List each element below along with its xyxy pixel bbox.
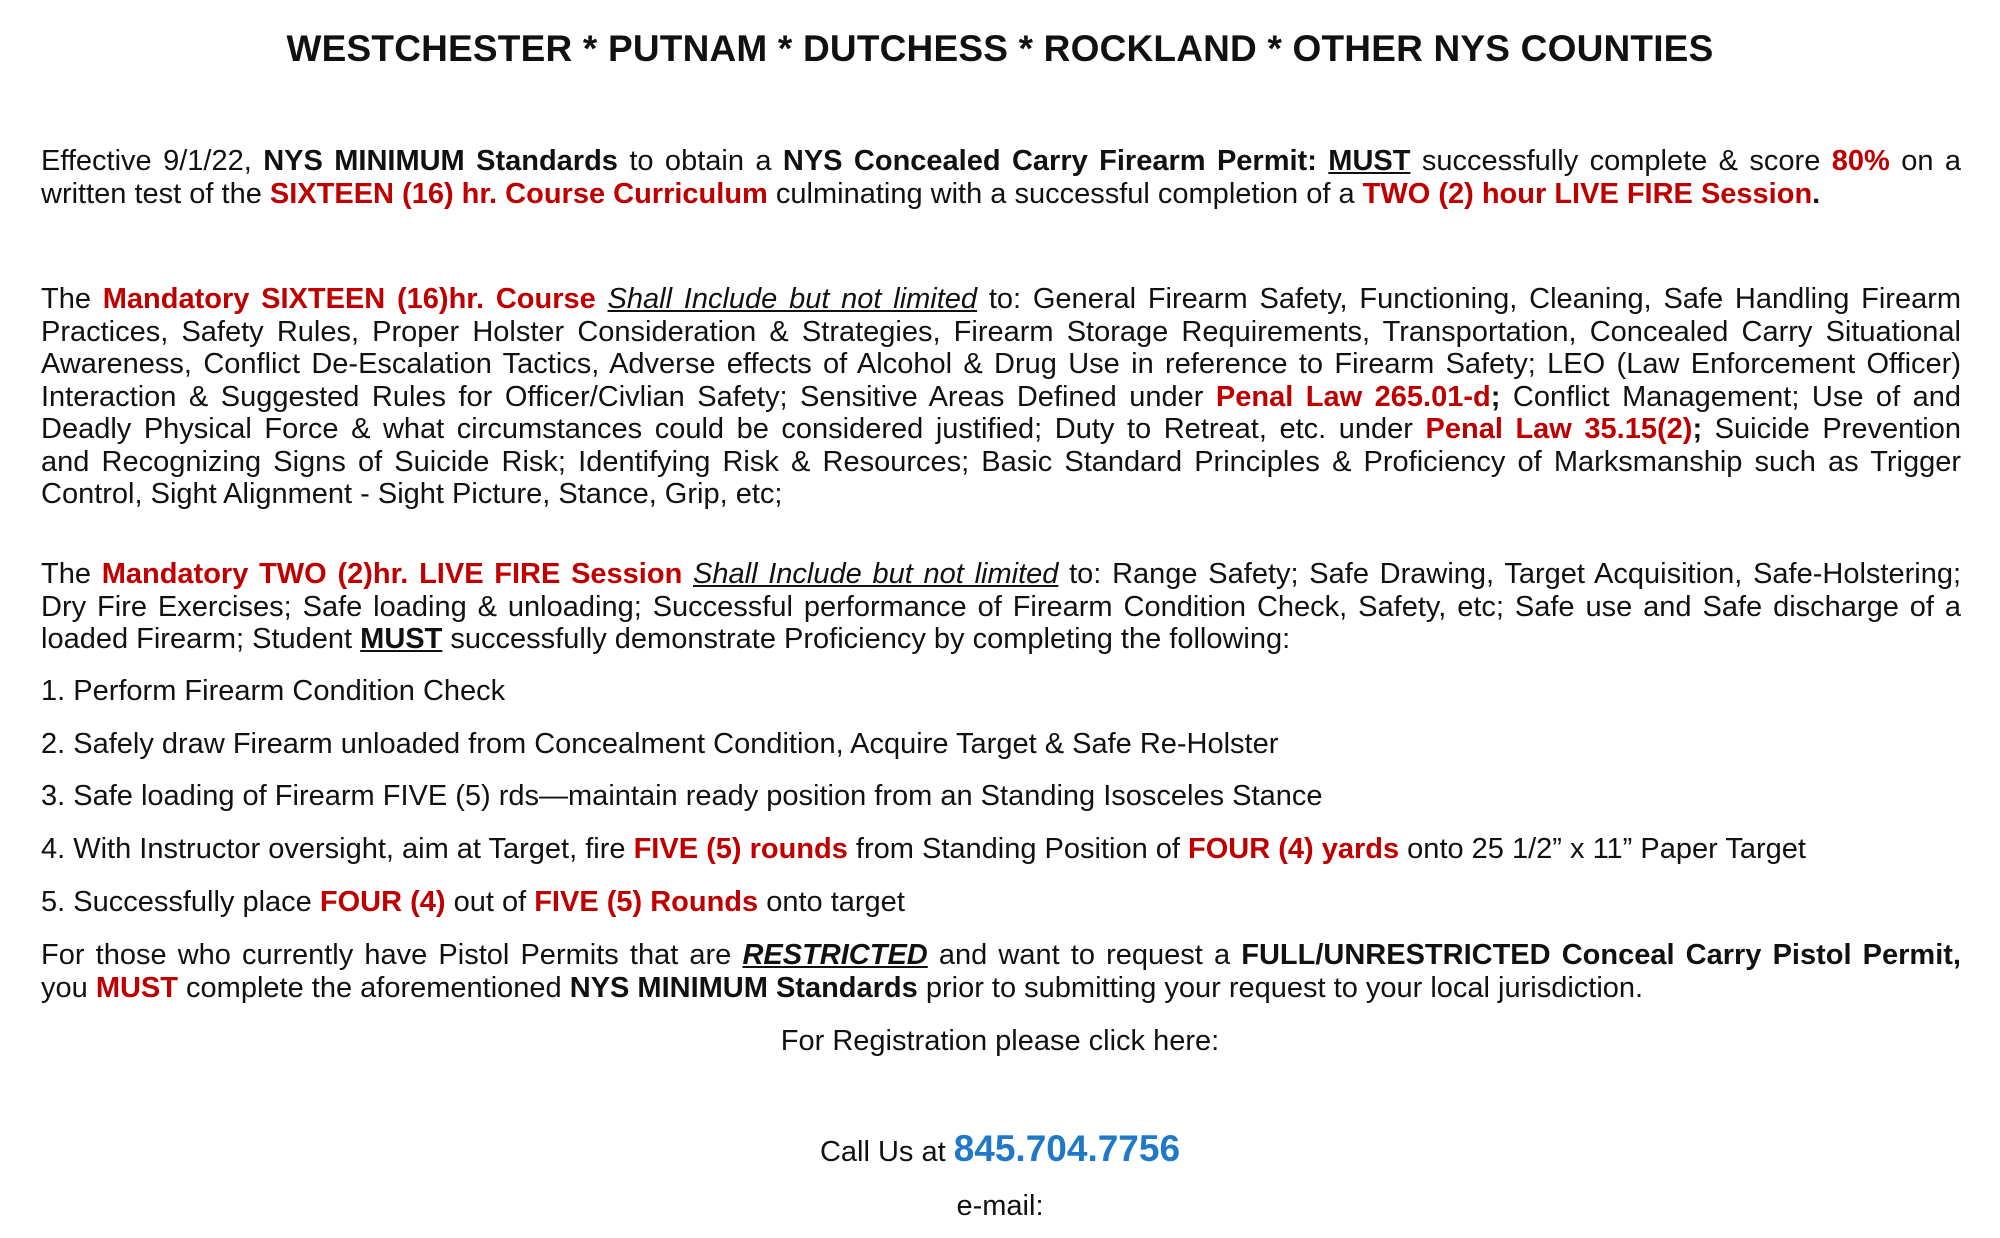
- must-emphasis: MUST: [95, 971, 178, 1004]
- restricted-text: you: [41, 971, 96, 1004]
- intro-line-1: [41, 145, 1961, 178]
- restricted-emphasis: RESTRICTED: [742, 939, 928, 971]
- course-text: Deadly Physical Force & what circumstances could be considered justified; Duty to Retreat, etc. under: [41, 413, 1426, 445]
- intro-text: on a: [1889, 145, 1961, 177]
- penal-law-35: Penal Law 35.15(2): [1425, 413, 1693, 445]
- shall-include-emphasis: Shall Include but not limited: [607, 283, 978, 315]
- step-text: 5. Successfully place: [41, 886, 320, 918]
- course-line-4: [41, 381, 1961, 414]
- phone-number[interactable]: 845.704.7756: [953, 1128, 1181, 1169]
- step-5: [41, 886, 905, 919]
- intro-text: written test of the: [41, 177, 270, 210]
- intro-text: culminating with a successful completion of a: [767, 177, 1363, 210]
- call-us-label: Call Us at: [819, 1136, 954, 1168]
- step-1: 1. Perform Firearm Condition Check: [41, 675, 506, 707]
- five-rounds: FIVE (5) rounds: [633, 833, 848, 865]
- intro-text: to obtain a: [617, 145, 783, 177]
- must-emphasis: MUST: [360, 623, 443, 655]
- restricted-line-1: [41, 939, 1961, 972]
- four-rounds: FOUR (4): [319, 886, 446, 918]
- call-us-line: [0, 1128, 2000, 1170]
- livefire-text: [682, 558, 693, 590]
- course-text: Suicide Prevention: [1702, 413, 1961, 445]
- course-text: to: General Firearm Safety, Functioning, Cleaning, Safe Handling Firearm: [977, 283, 1962, 315]
- course-text: The: [41, 283, 103, 315]
- livefire-line-1: [41, 558, 1961, 591]
- course-text: [596, 283, 608, 315]
- restricted-text: and want to request a: [927, 939, 1242, 971]
- step-2: 2. Safely draw Firearm unloaded from Concealment Condition, Acquire Target & Safe Re-Holster: [41, 728, 1279, 760]
- step-4: [41, 833, 1806, 866]
- course-line-5: [41, 413, 1961, 446]
- restricted-line-2: [41, 972, 1961, 1005]
- livefire-paragraph: [41, 558, 1961, 656]
- step-text: onto 25 1/2” x 11” Paper Target: [1399, 833, 1806, 865]
- restricted-text: complete the aforementioned: [178, 971, 570, 1004]
- livefire-text: successfully demonstrate Proficiency by completing the following:: [442, 623, 1291, 655]
- penal-law-265: Penal Law 265.01-d: [1215, 380, 1491, 413]
- nys-minimum-standards: NYS MINIMUM Standards: [569, 971, 918, 1004]
- step-text: onto target: [758, 886, 905, 918]
- livefire-text: The: [41, 558, 102, 590]
- permit-name: NYS Concealed Carry Firearm Permit:: [782, 145, 1329, 177]
- registration-link[interactable]: For Registration please click here:: [780, 1025, 1220, 1057]
- four-yards: FOUR (4) yards: [1188, 833, 1400, 865]
- course-line-1: [41, 283, 1961, 316]
- restricted-paragraph: [41, 939, 1961, 1004]
- mandatory-course: Mandatory SIXTEEN (16)hr. Course: [102, 283, 596, 315]
- course-text: Conflict Management; Use of and: [1500, 380, 1961, 413]
- intro-text: Effective 9/1/22,: [41, 145, 264, 177]
- course-text: ;: [1692, 413, 1703, 445]
- livefire-line-3: [41, 623, 1961, 656]
- step-3: 3. Safe loading of Firearm FIVE (5) rds—maintain ready position from an Standing Isosceles Stance: [41, 780, 1323, 812]
- mandatory-live-fire: Mandatory TWO (2)hr. LIVE FIRE Session: [101, 558, 683, 590]
- course-line-6: and Recognizing Signs of Suicide Risk; Identifying Risk & Resources; Basic Standard Principles & Proficiency of Marksmanship such as Trigger: [41, 445, 1961, 478]
- step-text: 4. With Instructor oversight, aim at Target, fire: [41, 833, 634, 865]
- unrestricted-permit: FULL/UNRESTRICTED Conceal Carry Pistol Permit,: [1241, 939, 1961, 971]
- must-emphasis: MUST: [1328, 145, 1411, 177]
- livefire-text: loaded Firearm; Student: [41, 623, 361, 655]
- shall-include-emphasis: Shall Include but not limited: [693, 558, 1059, 590]
- course-line-2: Practices, Safety Rules, Proper Holster Consideration & Strategies, Firearm Storage Requirements, Transportation, Concealed Carry Situational: [41, 315, 1961, 348]
- restricted-text: prior to submitting your request to your local jurisdiction.: [917, 971, 1644, 1004]
- step-text: from Standing Position of: [847, 833, 1189, 865]
- livefire-text: to: Range Safety; Safe Drawing, Target Acquisition, Safe-Holstering;: [1058, 558, 1962, 590]
- email-label: e-mail:: [956, 1190, 1044, 1222]
- course-line-3: Awareness, Conflict De-Escalation Tactics, Adverse effects of Alcohol & Drug Use in reference to Firearm Safety; LEO (Law Enforcement Officer): [41, 348, 1961, 380]
- course-text: ;: [1490, 380, 1501, 413]
- intro-text: .: [1812, 177, 1821, 210]
- step-text: out of: [445, 886, 535, 918]
- livefire-line-2: Dry Fire Exercises; Safe loading & unloading; Successful performance of Firearm Condition Check, Safety, etc; Safe use and Safe discharge of a: [41, 590, 1961, 623]
- intro-line-2: [41, 178, 1961, 211]
- course-text: Interaction & Suggested Rules for Officer/Civlian Safety; Sensitive Areas Defined under: [41, 380, 1216, 413]
- course-line-7: Control, Sight Alignment - Sight Picture, Stance, Grip, etc;: [41, 478, 783, 510]
- counties-title: WESTCHESTER * PUTNAM * DUTCHESS * ROCKLAND * OTHER NYS COUNTIES: [286, 28, 1714, 69]
- nys-minimum-standards: NYS MINIMUM Standards: [263, 145, 618, 177]
- course-paragraph: [41, 283, 1961, 511]
- restricted-text: For those who currently have Pistol Permits that are: [41, 939, 743, 971]
- score-percent: 80%: [1831, 145, 1890, 177]
- intro-paragraph: [41, 145, 1961, 210]
- course-curriculum: SIXTEEN (16) hr. Course Curriculum: [269, 177, 768, 210]
- intro-text: successfully complete & score: [1410, 145, 1832, 177]
- five-rounds-total: FIVE (5) Rounds: [534, 886, 759, 918]
- live-fire-session: TWO (2) hour LIVE FIRE Session: [1362, 177, 1813, 210]
